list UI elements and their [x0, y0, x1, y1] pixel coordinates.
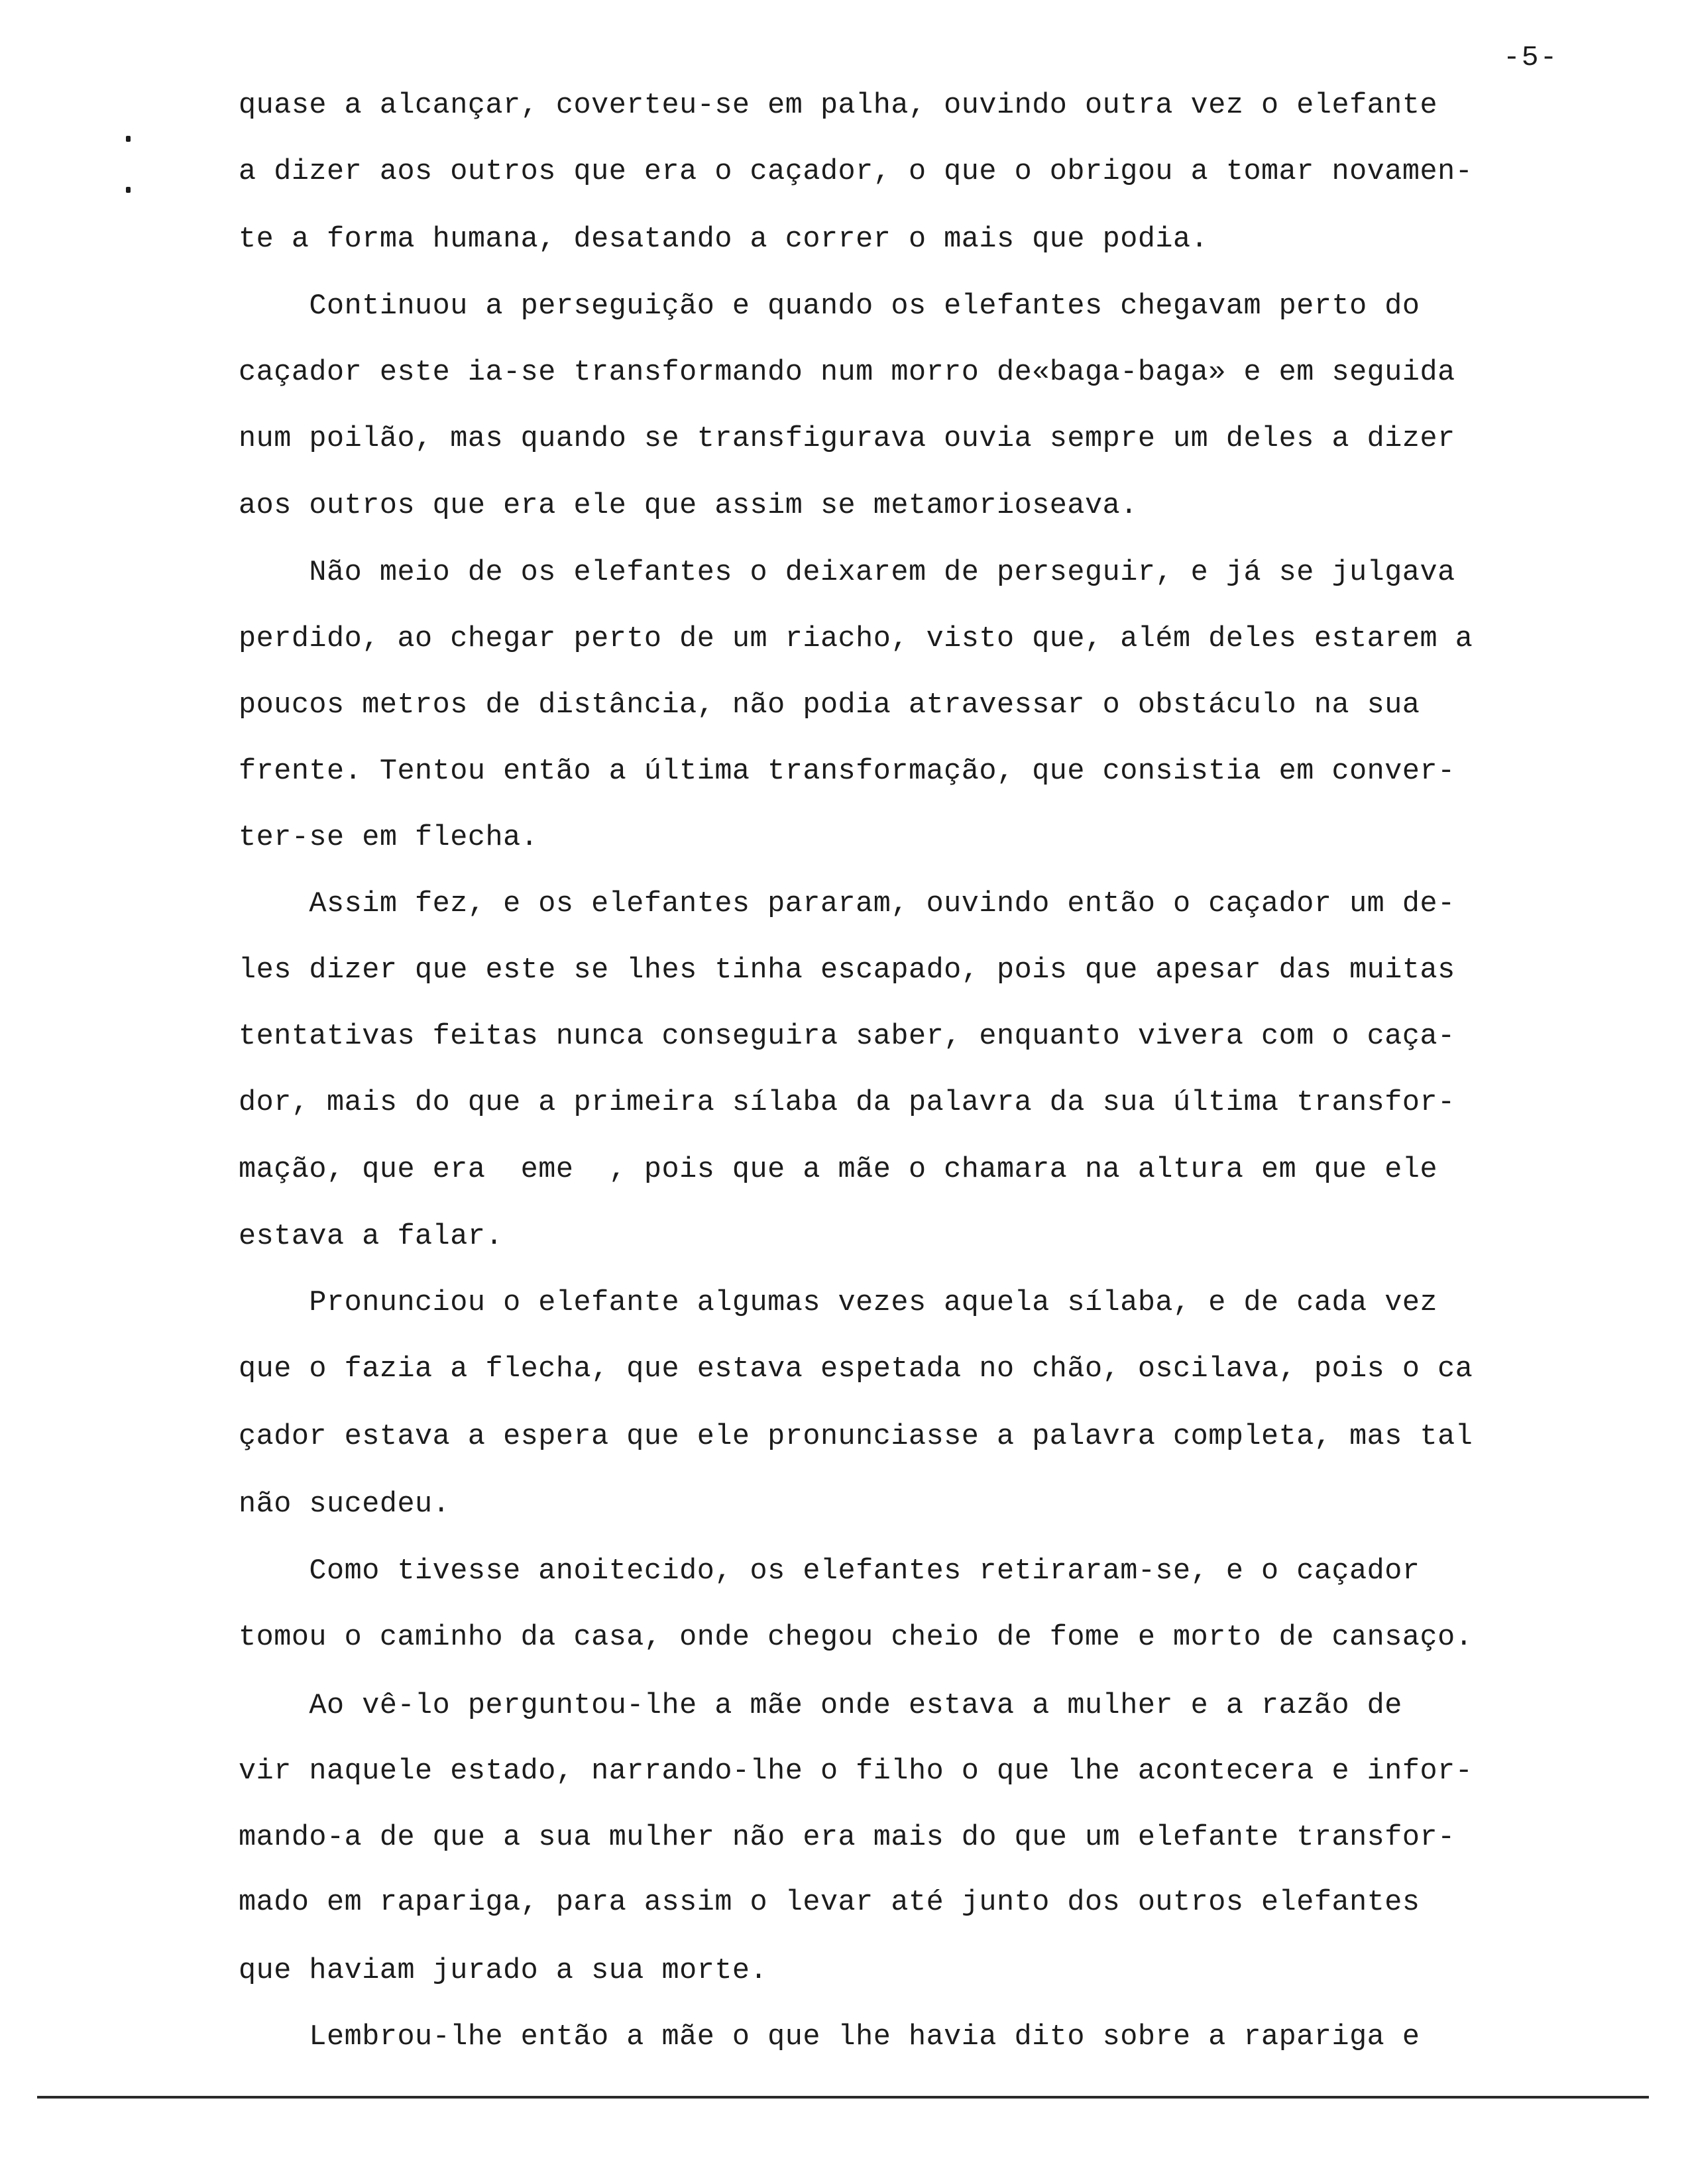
text-line: poucos metros de distância, não podia atravessar o obstáculo na sua	[239, 689, 1420, 722]
text-line: que o fazia a flecha, que estava espetada no chão, oscilava, pois o ca	[239, 1353, 1473, 1386]
text-line: a dizer aos outros que era o caçador, o que o obrigou a tomar novamen-	[239, 156, 1473, 188]
text-line: perdido, ao chegar perto de um riacho, visto que, além deles estarem a	[239, 623, 1473, 655]
text-line: não sucedeu.	[239, 1488, 451, 1521]
text-line: Como tivesse anoitecido, os elefantes retiraram-se, e o caçador	[239, 1555, 1420, 1588]
text-line: tentativas feitas nunca conseguira saber, enquanto vivera com o caça-	[239, 1020, 1455, 1053]
text-line: tomou o caminho da casa, onde chegou cheio de fome e morto de cansaço.	[239, 1621, 1473, 1654]
page-number: -5-	[1503, 41, 1559, 74]
text-line: Continuou a perseguição e quando os elefantes chegavam perto do	[239, 290, 1420, 323]
margin-mark	[126, 187, 131, 193]
text-line: mando-a de que a sua mulher não era mais do que um elefante transfor-	[239, 1822, 1455, 1854]
text-line: quase a alcançar, coverteu-se em palha, ouvindo outra vez o elefante	[239, 89, 1438, 122]
bottom-rule	[37, 2096, 1649, 2099]
text-line: les dizer que este se lhes tinha escapado, pois que apesar das muitas	[239, 954, 1455, 987]
text-line: aos outros que era ele que assim se metamorioseava.	[239, 490, 1138, 522]
text-line: estava a falar.	[239, 1221, 504, 1253]
margin-mark	[126, 136, 131, 142]
text-line: çador estava a espera que ele pronunciasse a palavra completa, mas tal	[239, 1421, 1473, 1453]
text-line: num poilão, mas quando se transfigurava ouvia sempre um deles a dizer	[239, 423, 1455, 455]
text-line: te a forma humana, desatando a correr o mais que podia.	[239, 223, 1209, 256]
text-line: mação, que era eme , pois que a mãe o chamara na altura em que ele	[239, 1154, 1438, 1186]
text-line: ter-se em flecha.	[239, 822, 539, 854]
text-line: Ao vê-lo perguntou-lhe a mãe onde estava a mulher e a razão de	[239, 1690, 1402, 1722]
text-line: dor, mais do que a primeira sílaba da palavra da sua última transfor-	[239, 1087, 1455, 1119]
text-line: Não meio de os elefantes o deixarem de perseguir, e já se julgava	[239, 557, 1455, 589]
text-line: Lembrou-lhe então a mãe o que lhe havia dito sobre a rapariga e	[239, 2021, 1420, 2053]
text-line: mado em rapariga, para assim o levar até junto dos outros elefantes	[239, 1886, 1420, 1919]
text-line: que haviam jurado a sua morte.	[239, 1955, 768, 1987]
text-line: caçador este ia-se transformando num morro de«baga-baga» e em seguida	[239, 356, 1455, 389]
text-line: Pronunciou o elefante algumas vezes aquela sílaba, e de cada vez	[239, 1287, 1438, 1319]
text-line: frente. Tentou então a última transformação, que consistia em conver-	[239, 755, 1455, 788]
text-line: vir naquele estado, narrando-lhe o filho o que lhe acontecera e infor-	[239, 1755, 1473, 1788]
text-line: Assim fez, e os elefantes pararam, ouvindo então o caçador um de-	[239, 888, 1455, 920]
